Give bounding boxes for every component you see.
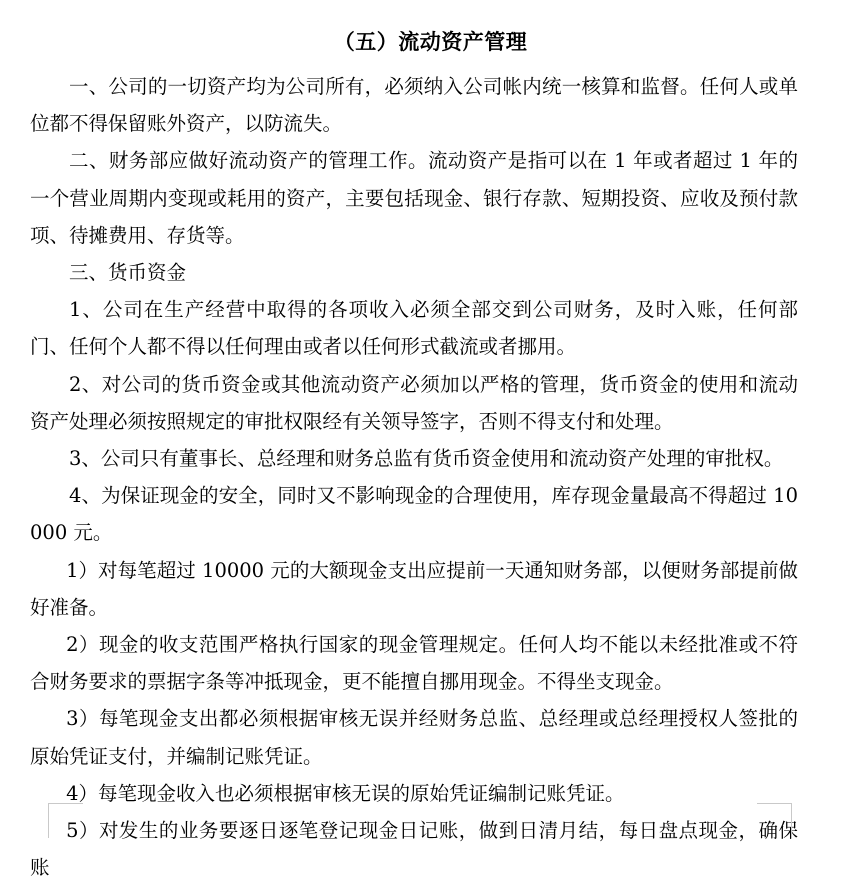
paragraph: 4、为保证现金的安全，同时又不影响现金的合理使用，库存现金量最高不得超过 10000 元。	[30, 484, 798, 545]
paragraph: 二、财务部应做好流动资产的管理工作。流动资产是指可以在 1 年或者超过 1 年的一个营业周期内变现或耗用的资产，主要包括现金、银行存款、短期投资、应收及预付款项、待摊费用、存货等。	[30, 149, 798, 247]
paragraph: 三、货币资金	[69, 261, 187, 285]
paragraph: 1、公司在生产经营中取得的各项收入必须全部交到公司财务，及时入账，任何部门、任何个人都不得以任何理由或者以任何形式截流或者挪用。	[30, 298, 798, 359]
paragraph: 3）每笔现金支出都必须根据审核无误并经财务总监、总经理或总经理授权人签批的原始凭证支付，并编制记账凭证。	[30, 707, 798, 768]
page-title: （五）流动资产管理	[333, 29, 528, 55]
paragraph: 3、公司只有董事长、总经理和财务总监有货币资金使用和流动资产处理的审批权。	[69, 447, 784, 471]
paragraph: 5）对发生的业务要逐日逐笔登记现金日记账，做到日清月结，每日盘点现金，确保账	[30, 819, 798, 880]
paragraph: 4）每笔现金收入也必须根据审核无误的原始凭证编制记账凭证。	[66, 781, 625, 805]
paragraph: 1）对每笔超过 10000 元的大额现金支出应提前一天通知财务部，以便财务部提前做好准备。	[30, 558, 798, 619]
paragraph: 2）现金的收支范围严格执行国家的现金管理规定。任何人均不能以未经批准或不符合财务要求的票据字条等冲抵现金，更不能擅自挪用现金。不得坐支现金。	[30, 633, 798, 694]
paragraph: 2、对公司的货币资金或其他流动资产必须加以严格的管理，货币资金的使用和流动资产处理必须按照规定的审批权限经有关领导签字，否则不得支付和处理。	[30, 372, 798, 433]
document-body	[30, 68, 798, 886]
paragraph: 一、公司的一切资产均为公司所有，必须纳入公司帐内统一核算和监督。任何人或单位都不得保留账外资产，以防流失。	[30, 75, 798, 136]
